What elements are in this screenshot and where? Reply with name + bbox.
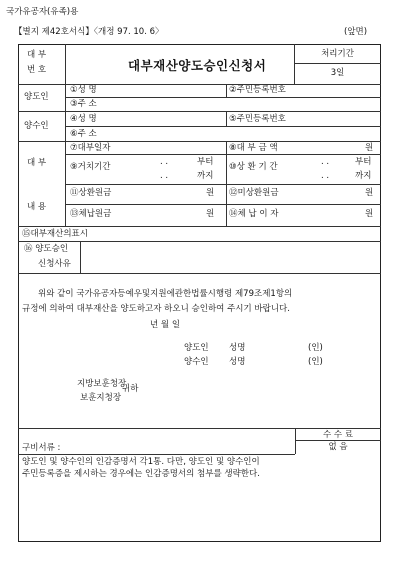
rule — [65, 97, 381, 98]
reason-label: 신청사유 — [38, 259, 71, 269]
signature-seal: (인) — [308, 343, 323, 353]
required-documents-text: 주민등록증을 제시하는 경우에는 인감증명서의 첨부를 생략한다. — [22, 469, 260, 479]
rule — [65, 184, 381, 185]
required-documents-text: 양도인 및 양수인의 인감증명서 각1통. 다만, 양도인 및 양수인이 — [22, 457, 260, 467]
signature-transferee-label: 양수인 — [184, 357, 209, 367]
signature-transferor-label: 양도인 — [184, 343, 209, 353]
repay-until-suffix: 까지 — [355, 171, 372, 181]
required-documents-label: 구비서류 : — [22, 443, 61, 453]
unrepaid-principal-unit: 원 — [365, 188, 374, 198]
loan-amount-unit: 원 — [365, 143, 374, 153]
rule — [18, 241, 381, 242]
recipient-honorific: 귀하 — [122, 384, 139, 394]
overdue-interest-label: ⑭체 납 이 자 — [229, 209, 279, 219]
processing-period-label: 처리기간 — [321, 49, 354, 59]
fee-label: 수 수 료 — [322, 430, 354, 440]
transferor-id-label: ②주민등록번호 — [229, 85, 286, 95]
repay-until-dots: . . — [321, 171, 330, 181]
property-description-label: ⑮대부재산의표시 — [22, 229, 88, 239]
repay-from-dots: . . — [321, 157, 330, 167]
signature-name-label: 성명 — [229, 357, 246, 367]
rule — [65, 126, 381, 127]
statement-line-1: 위와 같이 국가유공자등예우및지원에관한법률시행령 제79조제1항의 — [38, 289, 293, 299]
rule — [65, 154, 381, 155]
loan-number-label: 대 부 — [27, 50, 47, 60]
transferee-id-label: ⑤주민등록번호 — [229, 114, 286, 124]
repay-from-suffix: 부터 — [355, 157, 372, 167]
recipient-office: 지방보훈청장 — [77, 379, 127, 389]
reason-label: ⑯ 양도승인 — [24, 244, 69, 254]
transferee-group-label: 양수인 — [24, 121, 49, 131]
statement-date: 년 월 일 — [150, 320, 181, 330]
rule — [18, 141, 381, 142]
transferor-group-label: 양도인 — [24, 92, 49, 102]
unrepaid-principal-label: ⑫미상환원금 — [229, 188, 279, 198]
repaid-principal-unit: 원 — [206, 188, 215, 198]
form-category: 국가유공자(유족)용 — [6, 7, 79, 17]
rule — [294, 63, 381, 64]
overdue-principal-unit: 원 — [206, 209, 215, 219]
signature-name-label: 성명 — [229, 343, 246, 353]
loan-date-label: ⑦대부일자 — [70, 143, 111, 153]
form-reference: 【별지 제42호서식】〈개정 97. 10. 6〉 — [14, 27, 164, 37]
overdue-interest-unit: 원 — [365, 209, 374, 219]
repayment-period-label: ⑩상 환 기 간 — [229, 162, 278, 172]
rule — [18, 428, 381, 429]
rule — [226, 111, 227, 126]
rule — [18, 454, 295, 455]
transferee-name-label: ④성 명 — [70, 114, 97, 124]
transferor-name-label: ①성 명 — [70, 85, 97, 95]
rule — [18, 226, 381, 227]
transferee-address-label: ⑥주 소 — [70, 129, 97, 139]
overdue-principal-label: ⑬체납원금 — [70, 209, 112, 219]
deferral-until-dots: . . — [160, 171, 169, 181]
rule — [295, 440, 381, 441]
fee-value: 없 음 — [328, 442, 348, 452]
loan-number-label: 번 호 — [27, 65, 47, 75]
statement-line-2: 규정에 의하여 대부재산을 양도하고자 하오니 승인하여 주시기 바랍니다. — [22, 304, 290, 314]
signature-seal: (인) — [308, 357, 323, 367]
rule — [18, 273, 381, 274]
deferral-period-label: ⑨거치기간 — [70, 162, 111, 172]
loan-amount-label: ⑧대 부 금 액 — [229, 143, 278, 153]
deferral-until-suffix: 까지 — [197, 171, 214, 181]
transferor-address-label: ③주 소 — [70, 99, 97, 109]
rule — [226, 84, 227, 97]
repaid-principal-label: ⑪상환원금 — [70, 188, 112, 198]
processing-period-value: 3일 — [330, 68, 345, 78]
recipient-office: 보훈지청장 — [80, 393, 122, 403]
loan-group-label: 대 부 — [27, 158, 47, 168]
rule — [80, 241, 81, 273]
rule — [18, 111, 381, 112]
rule — [65, 204, 381, 205]
rule — [65, 44, 66, 84]
page-side-label: (앞면) — [344, 27, 368, 37]
deferral-from-dots: . . — [160, 157, 169, 167]
form-title: 대부재산양도승인신청서 — [128, 58, 267, 73]
loan-group-label: 내 용 — [27, 202, 47, 212]
deferral-from-suffix: 부터 — [197, 157, 214, 167]
